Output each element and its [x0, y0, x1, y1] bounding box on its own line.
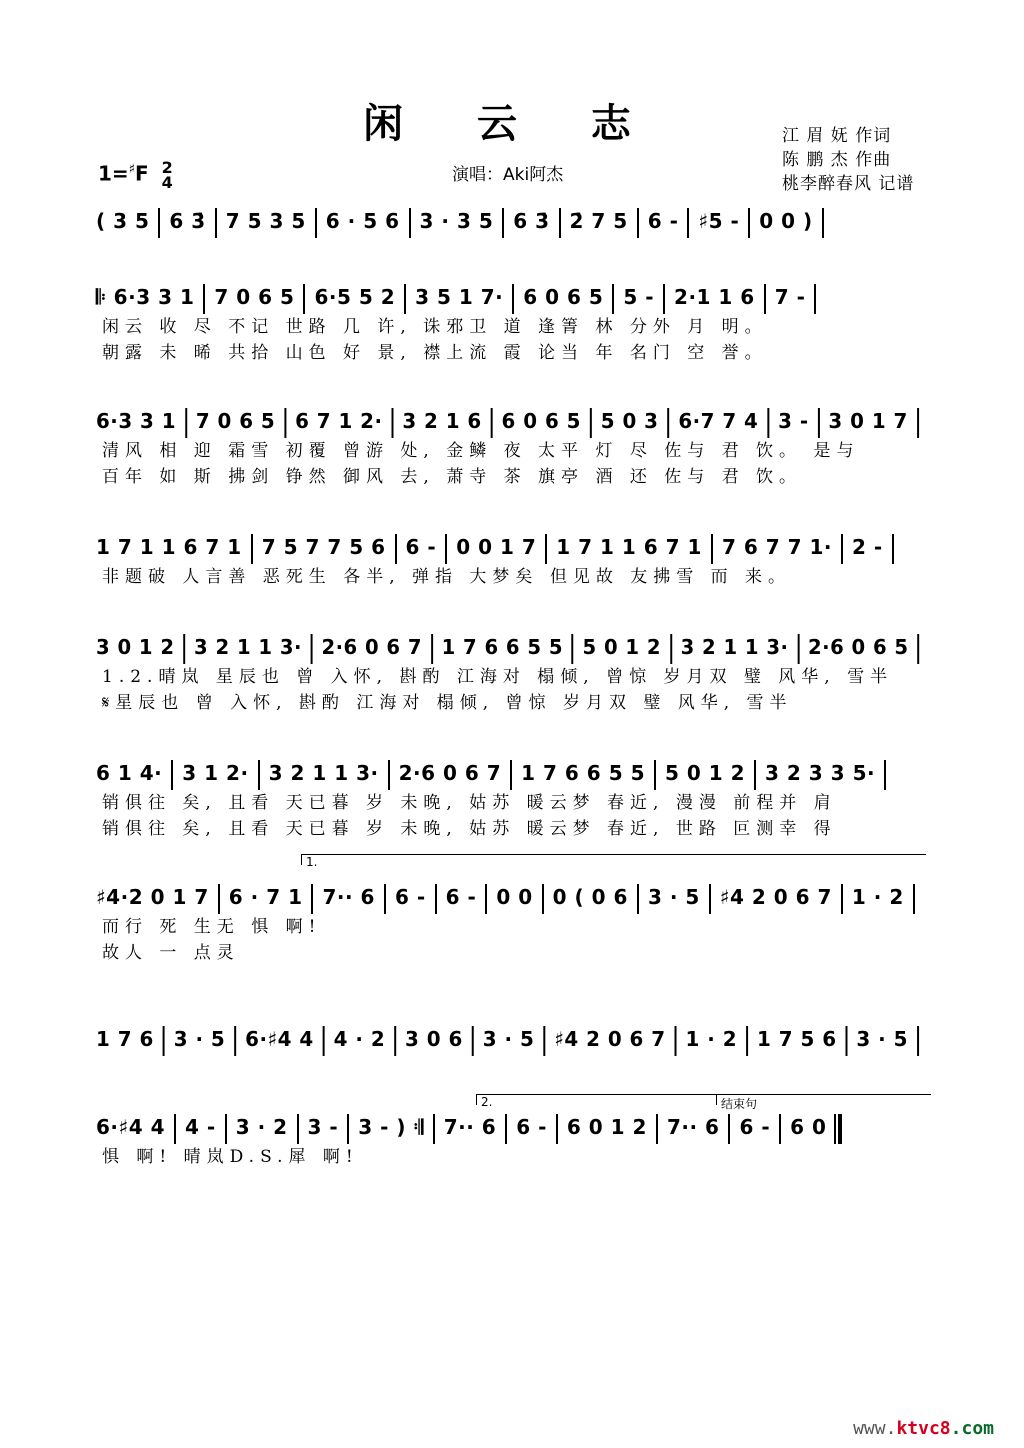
barline [311, 884, 313, 914]
lyric-line: 清风 相 迎 霜雪 初覆 曾游 处, 金鳞 夜 太平 灯 尽 佐与 君 饮。 是与 [102, 441, 860, 461]
measure: 3 - [778, 409, 809, 433]
measure: 3 0 1 7 [828, 409, 908, 433]
barline [185, 408, 187, 438]
barline [174, 1114, 176, 1144]
measure: 𝄆 6·3 3 1 [96, 285, 195, 309]
measure: 2̇ 7 5 [569, 209, 628, 233]
notation-row [96, 404, 921, 438]
barline [258, 760, 260, 790]
barline [347, 1114, 349, 1144]
barline [505, 1114, 507, 1144]
barline [251, 534, 253, 564]
measure: 0 0 [496, 885, 533, 909]
barline [445, 534, 447, 564]
measure: 6 0 6 5 [523, 285, 604, 309]
barline [845, 1026, 847, 1056]
barline [841, 884, 843, 914]
notation-row [96, 1022, 923, 1056]
transcriber-credit: 桃李醉春风 记谱 [782, 174, 915, 194]
barline [559, 208, 561, 238]
lyric-line: 故人 一 点灵 [102, 943, 240, 963]
barline [502, 208, 504, 238]
barline [797, 634, 799, 664]
barline [556, 1114, 558, 1144]
barline [746, 1026, 748, 1056]
singer-credit: 演唱：Aki阿杰 [452, 165, 564, 185]
measure: 7·· 6 [666, 1115, 720, 1139]
measure: 6 - [647, 209, 679, 233]
measure: 2·1 1 6 [674, 285, 755, 309]
measure: 1 7 6 6 5 5 [521, 761, 645, 785]
barline [485, 884, 487, 914]
barline [663, 284, 665, 314]
barline [814, 284, 816, 314]
barline [590, 408, 592, 438]
measure: 7 - [774, 285, 806, 309]
barline [917, 634, 919, 664]
barline [709, 884, 711, 914]
measure: 7·· 6 [322, 885, 375, 909]
barline [675, 1026, 677, 1056]
measure: 1 7 6 [96, 1027, 154, 1051]
barline [637, 208, 639, 238]
song-title: 闲 云 志 [363, 100, 661, 147]
barline [779, 1114, 781, 1144]
barline [311, 634, 313, 664]
measure: 6 · 7 1 [228, 885, 303, 909]
barline [297, 1114, 299, 1144]
measure: 3 2 1 1 3· [680, 635, 789, 659]
barline [433, 1114, 435, 1144]
measure: 7 6 7 7 1· [721, 535, 832, 559]
barline [670, 634, 672, 664]
measure: 7 0 6 5 [195, 409, 276, 433]
measure: 4 · 2 [333, 1027, 386, 1051]
measure: 0 0 1 7 [456, 535, 537, 559]
key-prefix: 1= [98, 161, 129, 186]
watermark-suffix: .com [950, 1418, 994, 1439]
barline [711, 534, 713, 564]
measure: 3 · 5 [482, 1027, 535, 1051]
barline [637, 884, 639, 914]
lyric-line: 1.2.晴岚 星辰也 曾 入怀, 斟酌 江海对 榻倾, 曾惊 岁月双 璧 风华, 雪半 [102, 667, 894, 687]
measure: 2·6 0 6 7 [398, 761, 502, 785]
measure: 2·6 0 6 5 [808, 635, 909, 659]
barline [543, 1026, 545, 1056]
measure: ♯4 2 0 6 7 [719, 885, 832, 909]
barline [728, 1114, 730, 1144]
measure: 6·3 3 1 [96, 409, 177, 433]
barline [512, 284, 514, 314]
measure: 5 0 3 [600, 409, 659, 433]
measure: 0 0 ) [759, 209, 813, 233]
barline [572, 634, 574, 664]
barline [884, 760, 886, 790]
watermark-prefix: www. [853, 1418, 897, 1439]
barline [435, 884, 437, 914]
measure: 3 5 1 7· [415, 285, 504, 309]
measure: 3 · 5 [647, 885, 700, 909]
notation-row [96, 880, 928, 914]
measure: ♯4 2 0 6 7 [554, 1027, 666, 1051]
composer-credit: 陈 鹏 杰 作曲 [782, 150, 892, 170]
barline [687, 208, 689, 238]
barline [542, 884, 544, 914]
barline [394, 1026, 396, 1056]
measure: 7·· 6 [443, 1115, 497, 1139]
measure: 3 - ) 𝄇 [358, 1115, 424, 1139]
measure: 0 ( 0 6 [552, 885, 628, 909]
barline [472, 1026, 474, 1056]
lyric-line: 朝露 未 晞 共拾 山色 好 景, 襟上流 霞 论当 年 名门 空 誉。 [102, 343, 768, 363]
barline [388, 760, 390, 790]
lyric-line: 𝄋星辰也 曾 入怀, 斟酌 江海对 榻倾, 曾惊 岁月双 璧 风华, 雪半 [102, 693, 793, 713]
barline [171, 760, 173, 790]
score-system-4 [96, 530, 928, 590]
barline [404, 284, 406, 314]
measure: 7 5 7 7 5 6 [261, 535, 386, 559]
barline [841, 534, 843, 564]
barline [218, 884, 220, 914]
lyric-line: 惧 啊! 晴岚D.S.犀 啊! [102, 1147, 359, 1167]
measure: 1 · 2 [851, 885, 904, 909]
barline [215, 208, 217, 238]
notation-row [96, 530, 928, 564]
lyric-line: 销俱往 矣, 且看 天已暮 岁 未晚, 姑苏 暖云梦 春近, 漫漫 前程并 肩 [102, 793, 837, 813]
measure: 6 3̇ [513, 209, 550, 233]
measure: 6 - [516, 1115, 547, 1139]
barline [917, 1026, 919, 1056]
measure: 6·♯4 4 [245, 1027, 314, 1051]
notation-row [96, 1110, 928, 1144]
barline [315, 208, 317, 238]
ts-bottom: 4 [161, 173, 173, 192]
measure: 7 5 3 5 [225, 209, 306, 233]
barline [818, 408, 820, 438]
barline [234, 1026, 236, 1056]
ending-phrase-marker: 结束句 [716, 1094, 931, 1105]
measure: 6 0 [790, 1115, 827, 1139]
barline [225, 1114, 227, 1144]
measure: 3 · 2 [235, 1115, 288, 1139]
sharp-sign: ♯ [128, 161, 135, 177]
measure: 2 - [852, 535, 883, 559]
notation-row [96, 280, 928, 314]
notation-row [96, 204, 928, 238]
notation-row [96, 756, 928, 790]
barline [384, 884, 386, 914]
measure: 1 7 6 6 5 5 [441, 635, 563, 659]
barline [545, 534, 547, 564]
measure: 6·5 5 2 [314, 285, 396, 309]
measure: ♯5 - [698, 209, 740, 233]
volta-bracket: 2. [476, 1094, 721, 1105]
measure: 6 - [739, 1115, 771, 1139]
barline [391, 408, 393, 438]
barline [748, 208, 750, 238]
barline [491, 408, 493, 438]
measure: 1 7 5 6 [756, 1027, 837, 1051]
measure: 3 - [307, 1115, 339, 1139]
key-signature [98, 160, 173, 190]
barline [510, 760, 512, 790]
measure: 5 - [623, 285, 655, 309]
barline [822, 208, 824, 238]
barline [834, 1114, 842, 1144]
measure: 1 · 2 [685, 1027, 738, 1051]
lyric-line: 非题破 人言善 恶死生 各半, 弹指 大梦矣 但见故 友拂雪 而 来。 [102, 567, 792, 587]
score-system-2 [96, 280, 928, 366]
measure: 6 0 6 5 [501, 409, 581, 433]
barline [654, 760, 656, 790]
measure: 5 0 1 2 [664, 761, 746, 785]
measure: 4 - [185, 1115, 216, 1139]
lyric-line: 而行 死 生无 惧 啊! [102, 917, 322, 937]
barline [612, 284, 614, 314]
lyricist-credit: 江 眉 妩 作词 [782, 126, 892, 146]
score-system-3 [96, 404, 928, 490]
lyric-line: 销俱往 矣, 且看 天已暮 岁 未晚, 姑苏 暖云梦 春近, 世路 叵测幸 得 [102, 819, 837, 839]
measure: 6 - [405, 535, 437, 559]
watermark-brand: ktvc8 [896, 1418, 951, 1439]
measure: 3 2 1 6 [402, 409, 482, 433]
barline [395, 534, 397, 564]
barline [767, 408, 769, 438]
barline [656, 1114, 658, 1144]
measure: 2·6 0 6 7 [321, 635, 423, 659]
barline [667, 408, 669, 438]
score-system-1 [96, 204, 928, 238]
measure: 3 0 6 [405, 1027, 463, 1051]
barline [323, 1026, 325, 1056]
measure: 3 · 5 [856, 1027, 908, 1051]
barline [409, 208, 411, 238]
barline [183, 634, 185, 664]
measure: 3 · 5 [173, 1027, 226, 1051]
measure: 3 2 1 1 3· [194, 635, 302, 659]
score-system-6 [96, 756, 928, 842]
measure: 3 2 3 3 5· [765, 761, 876, 785]
measure: 6 · 5 6 [325, 209, 400, 233]
credits [782, 124, 914, 196]
score-system-8 [96, 1022, 928, 1056]
measure: 5 0 1 2 [582, 635, 662, 659]
measure: ♯4·2 0 1 7 [96, 885, 209, 909]
barline [764, 284, 766, 314]
measure: 6 - [394, 885, 426, 909]
measure: 3 · 3 5 [419, 209, 494, 233]
barline [913, 884, 915, 914]
barline [163, 1026, 165, 1056]
lyric-line: 百年 如 斯 拂剑 铮然 御风 去, 萧寺 茶 旗亭 酒 还 佐与 君 饮。 [102, 467, 803, 487]
ts-top: 2 [161, 158, 173, 177]
barline [158, 208, 160, 238]
barline [917, 408, 919, 438]
measure: 3 0 1 2 [96, 635, 175, 659]
measure: 6·7 7 4 [678, 409, 759, 433]
measure: 6·♯4 4 [96, 1115, 165, 1139]
measure: 1 7 1 1 6 7 1 [96, 535, 242, 559]
measure: 6 0 1 2 [566, 1115, 647, 1139]
volta-bracket: 1. [301, 854, 926, 865]
measure: 6 7 1 2· [295, 409, 383, 433]
measure: 6 - [445, 885, 477, 909]
measure: 7 0 6 5 [214, 285, 295, 309]
measure: ( 3 5 [96, 209, 150, 233]
barline [892, 534, 894, 564]
barline [754, 760, 756, 790]
measure: 6 3̇ [169, 209, 206, 233]
key-note: F [134, 161, 149, 186]
lyric-line: 闲云 收 尽 不记 世路 几 许, 诛邪卫 道 逢箐 林 分外 月 明。 [102, 317, 768, 337]
measure: 3 2 1 1 3· [268, 761, 379, 785]
time-signature [162, 160, 173, 190]
measure: 3 1 2· [182, 761, 249, 785]
notation-row [96, 630, 911, 664]
barline [431, 634, 433, 664]
barline [203, 284, 205, 314]
score-system-9 [96, 1095, 928, 1170]
barline [284, 408, 286, 438]
measure: 1 7 1 1 6 7 1 [556, 535, 702, 559]
score-system-5 [96, 630, 928, 716]
measure: 6 1 4· [96, 761, 163, 785]
site-watermark [853, 1418, 994, 1439]
score-system-7 [96, 855, 928, 966]
barline [303, 284, 305, 314]
